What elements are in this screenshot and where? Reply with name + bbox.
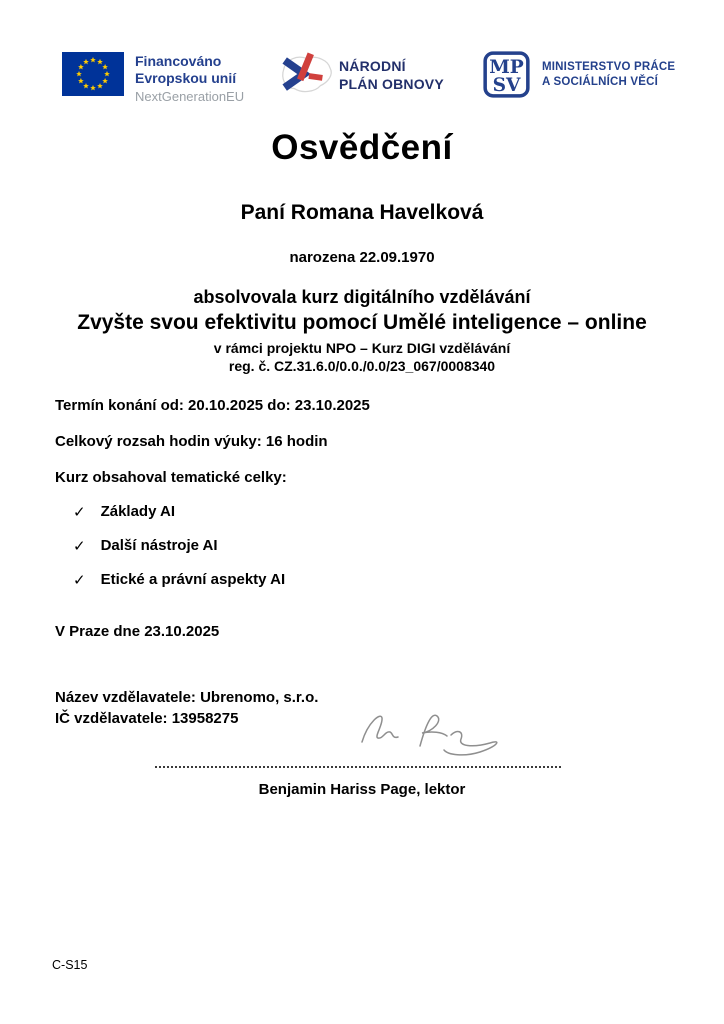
course-name: Zvyšte svou efektivitu pomocí Umělé inteligence – online: [77, 311, 647, 334]
provider-block: [55, 687, 318, 729]
svg-text:SV: SV: [492, 75, 521, 97]
signature-line: [155, 757, 561, 768]
topic-item: [73, 503, 175, 521]
completion-statement: absolvovala kurz digitálního vzdělávání: [193, 287, 531, 307]
signature-image: [348, 702, 513, 764]
document-code: C-S15: [52, 958, 88, 972]
check-icon: ✓: [73, 538, 86, 555]
eu-funding-line3: NextGenerationEU: [135, 89, 245, 104]
recipient-name: Paní Romana Havelková: [240, 201, 484, 224]
mpsv-logo: [483, 51, 675, 98]
provider-name: Název vzdělavatele: Ubrenomo, s.r.o.: [55, 689, 319, 706]
npo-logo-icon: [276, 47, 334, 103]
topic-label: Etické a právní aspekty AI: [100, 571, 286, 588]
course-hours: Celkový rozsah hodin výuky: 16 hodin: [55, 433, 328, 450]
topics-label: Kurz obsahoval tematické celky:: [55, 469, 287, 486]
project-name: v rámci projektu NPO – Kurz DIGI vzdělávání: [213, 340, 511, 356]
topic-item: [73, 571, 285, 589]
check-icon: ✓: [73, 504, 86, 521]
signer-name: Benjamin Hariss Page, lektor: [258, 781, 466, 798]
registration-number: reg. č. CZ.31.6.0/0.0./0.0/23_067/0008340: [228, 358, 496, 374]
eu-funding-logo: [62, 52, 244, 105]
eu-funding-text: [135, 52, 244, 105]
provider-id: IČ vzdělavatele: 13958275: [55, 710, 239, 727]
eu-funding-line2: Evropskou unií: [135, 70, 237, 86]
mpsv-line2: A SOCIÁLNÍCH VĚCÍ: [542, 75, 659, 88]
eu-funding-line1: Financováno: [135, 53, 222, 69]
mpsv-line1: MINISTERSTVO PRÁCE: [542, 60, 676, 73]
topic-item: [73, 537, 218, 555]
course-term: Termín konání od: 20.10.2025 do: 23.10.2025: [55, 397, 370, 414]
logo-header: [0, 0, 724, 118]
npo-line1: NÁRODNÍ: [339, 58, 406, 74]
svg-text:MP: MP: [489, 57, 524, 79]
mpsv-logo-text: [542, 60, 675, 90]
npo-logo: [276, 47, 444, 103]
npo-logo-text: [339, 57, 444, 93]
topic-label: Další nástroje AI: [100, 537, 218, 554]
recipient-birthdate: narozena 22.09.1970: [289, 249, 435, 266]
place-and-date: V Praze dne 23.10.2025: [55, 623, 220, 640]
eu-flag-icon: [62, 52, 124, 96]
page-title: Osvědčení: [271, 128, 453, 167]
mpsv-badge-icon: [483, 51, 530, 98]
npo-line2: PLÁN OBNOVY: [339, 76, 444, 92]
check-icon: ✓: [73, 572, 86, 589]
topic-label: Základy AI: [100, 503, 176, 520]
